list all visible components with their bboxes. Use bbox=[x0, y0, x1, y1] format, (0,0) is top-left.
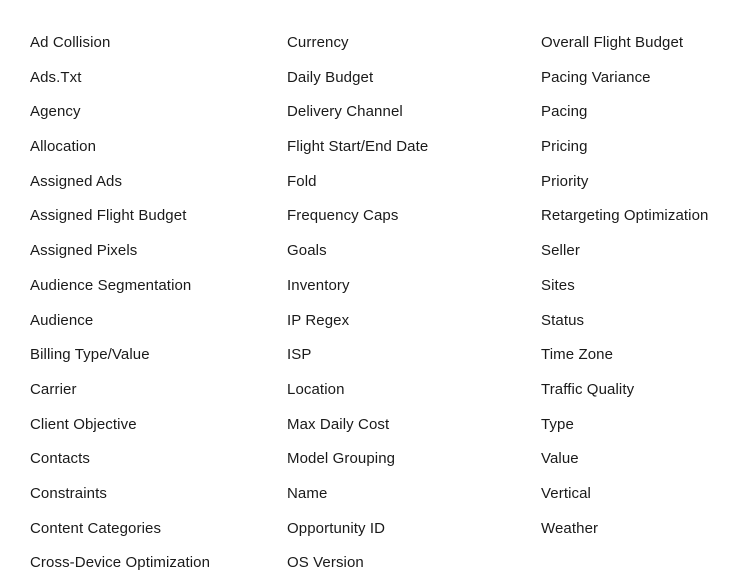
term-item: ISP bbox=[287, 346, 312, 364]
term-item: Weather bbox=[541, 519, 599, 537]
term-item: Traffic Quality bbox=[541, 380, 635, 398]
term-item: Flight Start/End Date bbox=[287, 138, 429, 156]
term-item: Fold bbox=[287, 172, 317, 190]
term-item: Currency bbox=[287, 34, 349, 51]
term-item: Overall Flight Budget bbox=[541, 34, 684, 51]
term-item: Seller bbox=[541, 242, 580, 260]
term-item: Inventory bbox=[287, 276, 350, 294]
term-item: Billing Type/Value bbox=[30, 346, 150, 364]
term-item: Assigned Pixels bbox=[30, 242, 138, 260]
term-item: Sites bbox=[541, 276, 575, 294]
term-item: Priority bbox=[541, 172, 589, 190]
term-item: Type bbox=[541, 415, 574, 433]
term-item: IP Regex bbox=[287, 311, 350, 329]
term-column-1 bbox=[0, 26, 257, 581]
term-item: Assigned Flight Budget bbox=[30, 207, 187, 225]
term-item: Assigned Ads bbox=[30, 172, 123, 190]
term-item: Pacing Variance bbox=[541, 68, 651, 86]
term-item: Value bbox=[541, 450, 579, 468]
term-item: Carrier bbox=[30, 380, 77, 398]
term-item: Daily Budget bbox=[287, 68, 374, 86]
term-item: Cross-Device Optimization bbox=[30, 554, 211, 572]
term-item: OS Version bbox=[287, 554, 364, 572]
term-item: Pricing bbox=[541, 138, 588, 156]
term-item: Vertical bbox=[541, 484, 591, 502]
term-item: Goals bbox=[287, 242, 327, 260]
term-item: Opportunity ID bbox=[287, 519, 386, 537]
term-item: Contacts bbox=[30, 450, 90, 468]
term-item: Location bbox=[287, 380, 345, 398]
term-item: Status bbox=[541, 311, 585, 329]
term-item: Name bbox=[287, 484, 328, 502]
term-column-2 bbox=[257, 26, 513, 581]
term-item: Audience bbox=[30, 311, 94, 329]
term-column-3 bbox=[513, 26, 741, 546]
term-item: Frequency Caps bbox=[287, 207, 399, 225]
term-item: Audience Segmentation bbox=[30, 276, 192, 294]
term-item: Client Objective bbox=[30, 415, 137, 433]
term-item: Time Zone bbox=[541, 346, 614, 364]
term-item: Max Daily Cost bbox=[287, 415, 390, 433]
term-item: Model Grouping bbox=[287, 450, 396, 468]
term-item: Constraints bbox=[30, 484, 107, 502]
term-item: Retargeting Optimization bbox=[541, 207, 709, 225]
term-item: Pacing bbox=[541, 103, 588, 121]
term-item: Allocation bbox=[30, 138, 97, 156]
term-item: Ad Collision bbox=[30, 34, 111, 51]
term-item: Content Categories bbox=[30, 519, 162, 537]
term-item: Agency bbox=[30, 103, 81, 121]
term-item: Ads.Txt bbox=[30, 68, 82, 86]
term-item: Delivery Channel bbox=[287, 103, 403, 121]
